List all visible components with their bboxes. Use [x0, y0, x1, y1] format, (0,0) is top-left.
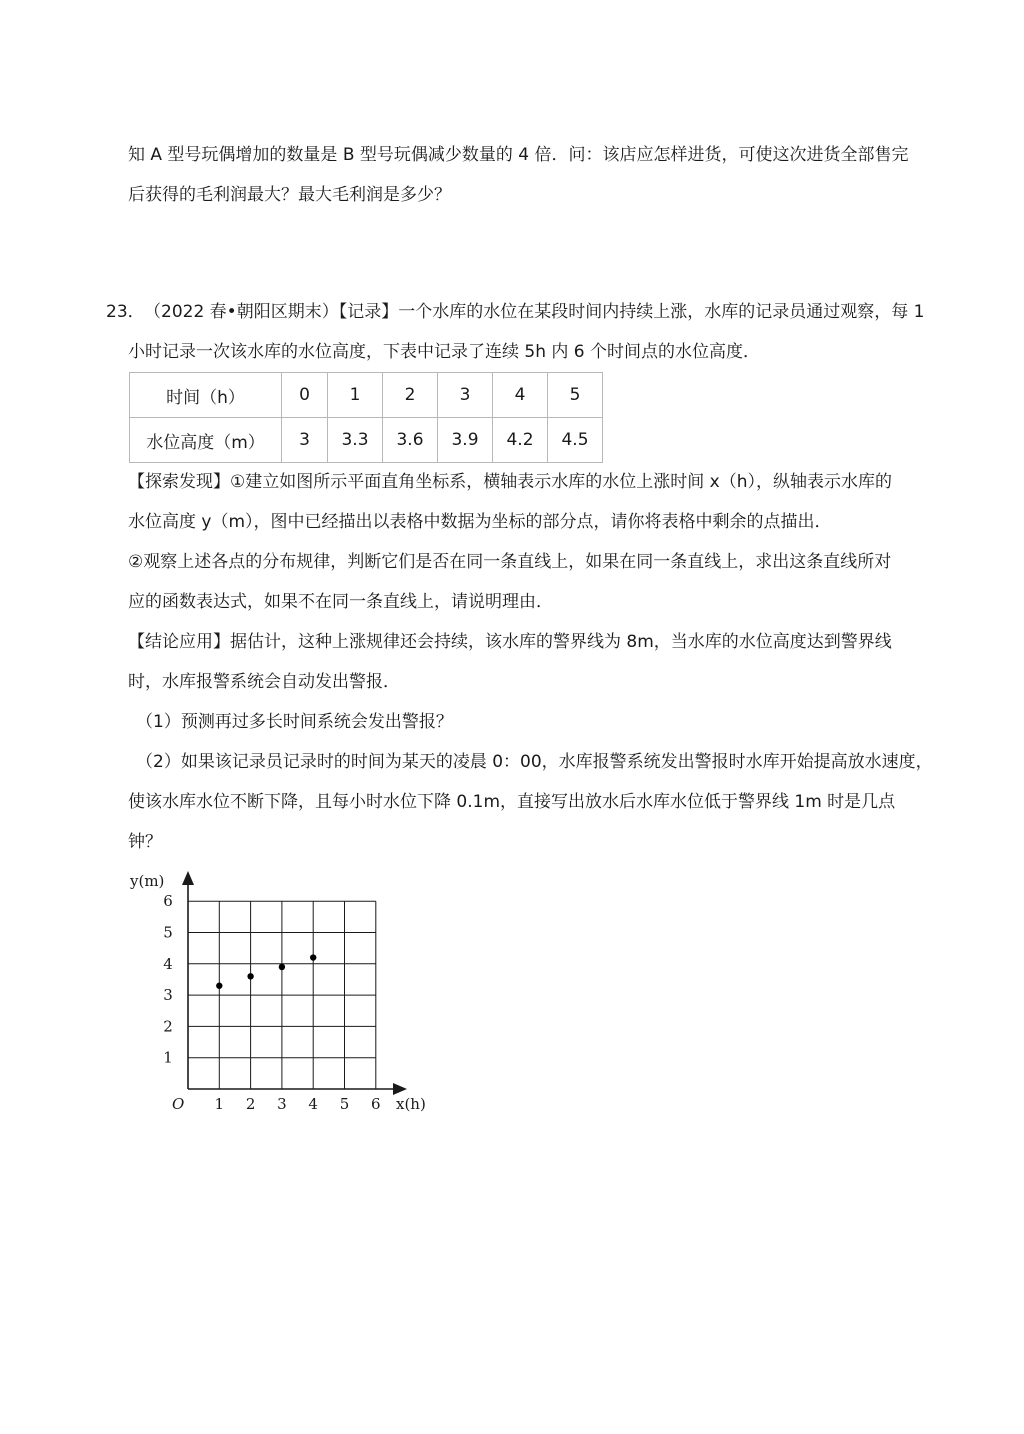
y-tick-label: 4 — [163, 954, 173, 973]
table-header-time: 时间（h） — [130, 373, 282, 418]
coordinate-graph — [120, 862, 450, 1124]
x-axis-label: x(h) — [396, 1095, 426, 1113]
data-point — [310, 954, 316, 960]
x-axis-arrow-icon — [393, 1083, 407, 1095]
y-axis-arrow-icon — [182, 871, 194, 885]
table-cell: 1 — [328, 373, 383, 418]
question-line-2: 小时记录一次该水库的水位高度，下表中记录了连续 5h 内 6 个时间点的水位高度． — [128, 342, 761, 362]
table-cell: 4 — [493, 373, 548, 418]
table-cell: 4.2 — [493, 418, 548, 463]
sub-question-2-line-1: （2）如果该记录员记录时的时间为某天的凌晨 0：00，水库报警系统发出警报时水库开始提高放水速度， — [136, 752, 933, 772]
table-cell: 4.5 — [548, 418, 603, 463]
table-row-height — [130, 418, 603, 463]
sub-question-1: （1）预测再过多长时间系统会发出警报？ — [136, 712, 453, 732]
table-cell: 0 — [282, 373, 328, 418]
sub-question-2-line-3: 钟？ — [128, 832, 162, 852]
origin-label: O — [172, 1095, 185, 1113]
x-tick-label: 4 — [308, 1095, 318, 1113]
x-tick-label: 3 — [277, 1095, 287, 1113]
y-tick-label: 5 — [163, 923, 173, 942]
table-cell: 3 — [438, 373, 493, 418]
data-point — [247, 973, 253, 979]
data-point — [279, 964, 285, 970]
x-tick-label: 2 — [245, 1095, 256, 1113]
table-cell: 2 — [383, 373, 438, 418]
data-point — [216, 983, 222, 989]
y-tick-label: 3 — [163, 986, 173, 1005]
conclusion-line-2: 时，水库报警系统会自动发出警报． — [128, 672, 400, 692]
table-row-time — [130, 373, 603, 418]
axes — [182, 871, 407, 1095]
x-tick-label: 6 — [371, 1095, 381, 1113]
y-tick-label: 2 — [163, 1017, 173, 1036]
table-cell: 3.6 — [383, 418, 438, 463]
table-header-height: 水位高度（m） — [130, 418, 282, 463]
explore-line-3: ②观察上述各点的分布规律，判断它们是否在同一条直线上，如果在同一条直线上，求出这条直线所对 — [128, 552, 892, 572]
x-tick-label: 5 — [339, 1095, 350, 1113]
y-axis-label: y(m) — [130, 872, 165, 890]
conclusion-line-1: 【结论应用】据估计，这种上涨规律还会持续，该水库的警界线为 8m，当水库的水位高度达到警界线 — [128, 632, 892, 652]
explore-line-4: 应的函数表达式，如果不在同一条直线上，请说明理由． — [128, 592, 553, 612]
sub-question-2-line-2: 使该水库水位不断下降，且每小时水位下降 0.1m，直接写出放水后水库水位低于警界线 1m 时是几点 — [128, 792, 896, 812]
intro-line-2: 后获得的毛利润最大？最大毛利润是多少？ — [128, 185, 451, 205]
explore-line-2: 水位高度 y（m），图中已经描出以表格中数据为坐标的部分点，请你将表格中剩余的点描出． — [128, 512, 832, 532]
question-line-1: （2022 春•朝阳区期末）【记录】一个水库的水位在某段时间内持续上涨，水库的记录员通过观察，每 1 — [144, 302, 925, 322]
y-tick-label: 1 — [163, 1048, 173, 1067]
question-number: 23． — [106, 302, 145, 322]
water-level-table — [129, 372, 603, 463]
explore-line-1: 【探索发现】①建立如图所示平面直角坐标系，横轴表示水库的水位上涨时间 x（h），纵轴表示水库的 — [128, 472, 892, 492]
table-cell: 3.9 — [438, 418, 493, 463]
x-tick-label: 1 — [214, 1095, 225, 1113]
intro-line-1: 知 A 型号玩偶增加的数量是 B 型号玩偶减少数量的 4 倍．问：该店应怎样进货，可使这次进货全部售完 — [128, 145, 909, 165]
table-cell: 3 — [282, 418, 328, 463]
y-tick-label: 6 — [163, 892, 173, 911]
table-cell: 5 — [548, 373, 603, 418]
grid — [188, 901, 376, 1089]
table-cell: 3.3 — [328, 418, 383, 463]
